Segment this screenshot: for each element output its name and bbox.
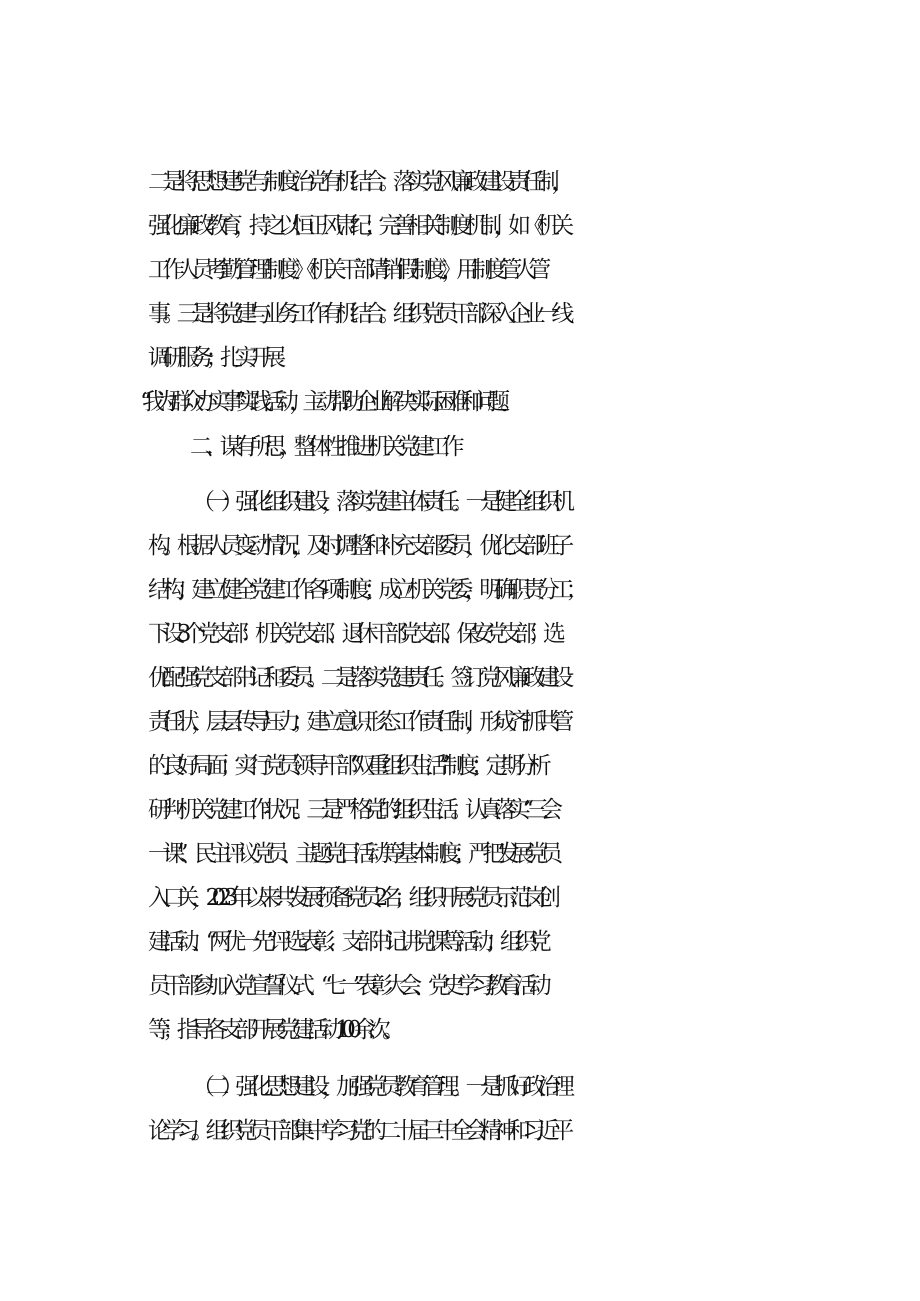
text-line: 结构；建立健全党建工作各项制度；成立机关党委，明确职责分工； — [148, 577, 581, 603]
text-line: 构。根据人员变动情况，及时调整和补充支部委员，优化支部班子 — [148, 533, 566, 559]
text-line: 强化廉政教育，持之以恒正风肃纪；完善相关制度机制，如《机关 — [148, 213, 566, 239]
text-line: 责任状，层层传导压力；建立意识形态工作责任制，形成齐抓共管 — [148, 709, 566, 735]
text-line: 员干部参加入党宣誓仪式、“七一”表彰大会、党史学习教育活动 — [148, 973, 544, 999]
text-line: 调研服务；扎实开展 — [148, 345, 278, 371]
text-line: 入口关，2023年以来共发展预备党员2名；组织开展党员示范岗创 — [148, 885, 553, 911]
text-line: 工作人员考勤管理制度》《机关干部请销假制度》，用制度管人管 — [148, 257, 543, 283]
text-line: 下设3个党支部：机关党支部、退休干部党支部、保安党支部；选 — [148, 621, 558, 647]
text-line: 优配强党支部书记和委员。二是落实党建责任。签订党风廉政建设 — [148, 665, 566, 691]
text-line: 事。三是将党建与业务工作有机结合。组织党员干部深入企业一线 — [148, 301, 566, 327]
text-line: “我为群众办实事”实践活动，主动帮助企业解决实际困难和问题。 — [140, 389, 514, 415]
text-line: 等；指导各支部开展党建活动100余次。 — [148, 1017, 397, 1043]
text-line: 论学习。组织党员干部集中学习党的二十届三中全会精神和习近平 — [148, 1118, 566, 1144]
text-line: 一课”、民主评议党员、主题党日活动等基本制度；严把发展党员 — [148, 841, 555, 867]
text-line: （二）强化思想建设，加强党员教育管理。一是抓好政治理 — [192, 1074, 567, 1100]
section-heading: 二、谋有所思，整体性推进机关党建工作 — [190, 434, 457, 460]
text-line: 研判机关党建工作状况。三是严格党的组织生活。认真落实“三会 — [148, 797, 555, 823]
text-line: 二是将思想建党与制度治党有机结合。落实党风廉政建设责任制， — [148, 169, 566, 195]
text-line: 的良好局面；实行党员领导干部“双重组织生活”制度；定期分析 — [148, 753, 544, 779]
text-line: 建活动、“两优一先”评选表彰、支部书记讲党课等活动；组织党 — [148, 929, 544, 955]
text-line: （一）强化组织建设，落实党建主体责任。一是健全组织机 — [192, 489, 567, 515]
